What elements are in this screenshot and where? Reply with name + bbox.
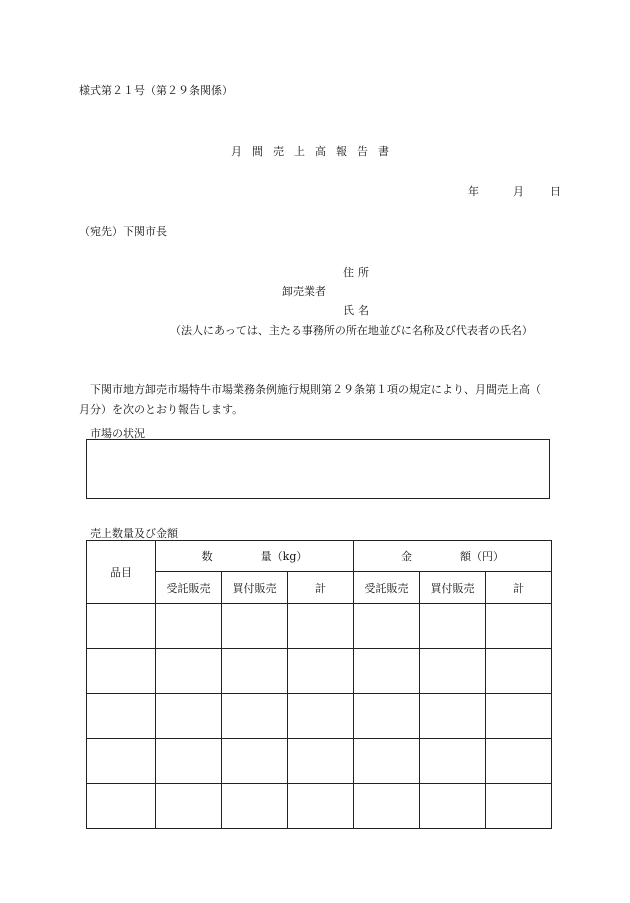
table-cell[interactable]	[354, 739, 420, 784]
table-cell[interactable]	[288, 604, 354, 649]
table-cell[interactable]	[486, 649, 552, 694]
date-year-label: 年	[468, 185, 479, 198]
sales-section-label: 売上数量及び金額	[90, 527, 178, 540]
date-day-label: 日	[550, 185, 561, 198]
table-cell[interactable]	[486, 739, 552, 784]
table-cell[interactable]	[156, 784, 222, 829]
table-cell[interactable]	[354, 694, 420, 739]
quantity-consign-header: 受託販売	[156, 572, 222, 604]
table-cell[interactable]	[420, 649, 486, 694]
market-status-box[interactable]	[86, 439, 550, 499]
table-cell[interactable]	[222, 784, 288, 829]
table-cell[interactable]	[420, 739, 486, 784]
address-label: 住所	[343, 266, 373, 279]
quantity-header-a: 数	[201, 550, 213, 563]
table-cell[interactable]	[156, 739, 222, 784]
table-cell[interactable]	[288, 739, 354, 784]
table-row	[87, 694, 552, 739]
wholesaler-label: 卸売業者	[282, 285, 326, 298]
table-row	[87, 784, 552, 829]
table-row	[87, 649, 552, 694]
table-cell[interactable]	[354, 649, 420, 694]
amount-header-b: 額（円）	[460, 550, 505, 563]
table-cell[interactable]	[420, 604, 486, 649]
table-cell[interactable]	[486, 694, 552, 739]
table-cell[interactable]	[87, 784, 156, 829]
table-cell[interactable]	[288, 694, 354, 739]
quantity-header-b: 量（kg）	[260, 550, 308, 563]
amount-consign-header: 受託販売	[354, 572, 420, 604]
quantity-total-header: 計	[288, 572, 354, 604]
table-cell[interactable]	[354, 604, 420, 649]
table-row	[87, 739, 552, 784]
sales-table-body	[87, 604, 552, 829]
corporation-note: （法人にあっては、主たる事務所の所在地並びに名称及び代表者の氏名）	[170, 324, 533, 337]
table-cell[interactable]	[288, 649, 354, 694]
table-cell[interactable]	[87, 694, 156, 739]
table-subheader-row	[87, 572, 552, 604]
name-label: 氏名	[343, 304, 373, 317]
table-cell[interactable]	[420, 694, 486, 739]
table-cell[interactable]	[87, 739, 156, 784]
table-cell[interactable]	[486, 784, 552, 829]
market-status-label: 市場の状況	[90, 427, 145, 440]
amount-total-header: 計	[486, 572, 552, 604]
report-body-text: 下関市地方卸売市場特牛市場業務条例施行規則第２９条第１項の規定により、月間売上高（ 月分）を次のとおり報告します。	[79, 383, 563, 416]
table-cell[interactable]	[354, 784, 420, 829]
date-line	[468, 183, 561, 199]
table-cell[interactable]	[156, 604, 222, 649]
table-cell[interactable]	[222, 649, 288, 694]
table-cell[interactable]	[222, 739, 288, 784]
form-number: 様式第２１号（第２９条関係）	[79, 84, 233, 97]
table-header-row	[87, 541, 552, 572]
addressee: （宛先）下関市長	[79, 225, 167, 238]
table-cell[interactable]	[156, 694, 222, 739]
quantity-header	[156, 541, 354, 572]
table-cell[interactable]	[420, 784, 486, 829]
amount-header	[354, 541, 552, 572]
table-cell[interactable]	[222, 694, 288, 739]
amount-purchase-header: 買付販売	[420, 572, 486, 604]
table-row	[87, 604, 552, 649]
table-cell[interactable]	[486, 604, 552, 649]
table-cell[interactable]	[288, 784, 354, 829]
sales-table	[86, 540, 552, 829]
table-cell[interactable]	[87, 604, 156, 649]
item-header: 品目	[87, 541, 156, 604]
amount-header-a: 金	[401, 550, 413, 563]
date-month-label: 月	[513, 185, 524, 198]
table-cell[interactable]	[222, 604, 288, 649]
table-cell[interactable]	[87, 649, 156, 694]
table-cell[interactable]	[156, 649, 222, 694]
document-title: 月間売上高報告書	[231, 145, 399, 158]
quantity-purchase-header: 買付販売	[222, 572, 288, 604]
